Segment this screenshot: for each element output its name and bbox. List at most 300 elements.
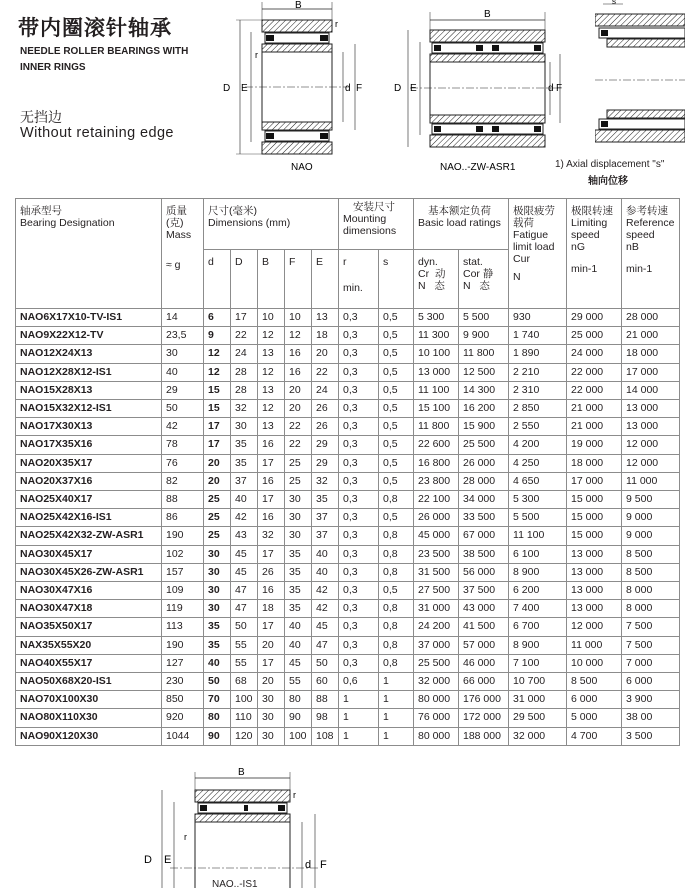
- table-cell: 4 250: [509, 454, 567, 472]
- nao-is1-drawing: [140, 768, 340, 893]
- bearing-designation: NAO35X50X17: [16, 618, 162, 636]
- table-cell: 17: [258, 454, 285, 472]
- table-cell: 23 800: [414, 472, 459, 490]
- table-cell: 22 000: [567, 381, 622, 399]
- table-cell: 10 100: [414, 345, 459, 363]
- table-cell: 1: [379, 727, 414, 745]
- table-row: [16, 400, 680, 418]
- table-cell: 35: [285, 545, 312, 563]
- table-cell: 20: [258, 673, 285, 691]
- table-cell: 30: [204, 563, 231, 581]
- table-cell: 25 000: [567, 327, 622, 345]
- table-cell: 1 890: [509, 345, 567, 363]
- bearing-designation: NAO70X100X30: [16, 691, 162, 709]
- table-row: [16, 654, 680, 672]
- table-cell: 0,3: [339, 400, 379, 418]
- table-cell: 0,8: [379, 563, 414, 581]
- table-cell: 1: [379, 709, 414, 727]
- nao-label-r-right: r: [335, 19, 338, 29]
- title-cn: 带内圈滚针轴承: [18, 17, 172, 40]
- table-row: [16, 691, 680, 709]
- table-cell: 12: [204, 345, 231, 363]
- table-cell: 80: [204, 709, 231, 727]
- table-cell: 90: [285, 709, 312, 727]
- table-cell: 0,8: [379, 545, 414, 563]
- table-cell: 15 000: [567, 491, 622, 509]
- table-cell: 5 300: [414, 309, 459, 327]
- table-cell: 32: [231, 400, 258, 418]
- table-cell: 32 000: [414, 673, 459, 691]
- table-cell: 16: [258, 509, 285, 527]
- table-cell: 119: [162, 600, 204, 618]
- table-cell: 98: [312, 709, 339, 727]
- is1-label-r-right: r: [293, 790, 296, 800]
- table-cell: 13 000: [622, 418, 680, 436]
- table-cell: 24: [231, 345, 258, 363]
- table-cell: 24 200: [414, 618, 459, 636]
- table-cell: 67 000: [459, 527, 509, 545]
- table-cell: 1 740: [509, 327, 567, 345]
- table-cell: 190: [162, 636, 204, 654]
- table-cell: 41 500: [459, 618, 509, 636]
- axial-label-s: s: [612, 0, 616, 6]
- table-cell: 40: [204, 654, 231, 672]
- table-row: [16, 563, 680, 581]
- table-cell: 0,5: [379, 345, 414, 363]
- zw-label-d-inner: d: [548, 83, 554, 94]
- table-cell: 40: [162, 363, 204, 381]
- table-cell: 0,5: [379, 454, 414, 472]
- bearing-designation: NAO25X42X32-ZW-ASR1: [16, 527, 162, 545]
- bearing-designation: NAO40X55X17: [16, 654, 162, 672]
- bearing-designation: NAO17X30X13: [16, 418, 162, 436]
- table-cell: 22 100: [414, 491, 459, 509]
- table-cell: 0,3: [339, 345, 379, 363]
- table-cell: 8 500: [622, 563, 680, 581]
- table-cell: 25: [204, 491, 231, 509]
- sub-d: d: [204, 250, 231, 309]
- table-cell: 21 000: [622, 327, 680, 345]
- table-cell: 0,5: [379, 582, 414, 600]
- bearing-designation: NAO12X28X12-IS1: [16, 363, 162, 381]
- table-cell: 17: [231, 309, 258, 327]
- table-cell: 47: [231, 582, 258, 600]
- table-cell: 32: [312, 472, 339, 490]
- col-load-ratings: 基本额定负荷 Basic load ratings: [414, 199, 509, 250]
- table-cell: 176 000: [459, 691, 509, 709]
- table-cell: 38 500: [459, 545, 509, 563]
- nao-label-b: B: [295, 0, 302, 11]
- table-cell: 7 000: [622, 654, 680, 672]
- table-cell: 24: [312, 381, 339, 399]
- bearing-designation: NAO90X120X30: [16, 727, 162, 745]
- col-reference-speed: 参考转速 Reference speed nB min-1: [622, 199, 680, 309]
- table-cell: 12 000: [567, 618, 622, 636]
- table-cell: 17: [258, 545, 285, 563]
- table-cell: 11 800: [459, 345, 509, 363]
- table-cell: 3 900: [622, 691, 680, 709]
- table-cell: 40: [285, 636, 312, 654]
- table-cell: 28: [231, 363, 258, 381]
- table-cell: 34 000: [459, 491, 509, 509]
- table-cell: 25: [204, 509, 231, 527]
- table-cell: 102: [162, 545, 204, 563]
- table-cell: 32 000: [509, 727, 567, 745]
- table-cell: 0,5: [379, 400, 414, 418]
- table-cell: 19 000: [567, 436, 622, 454]
- table-cell: 26: [312, 400, 339, 418]
- sub-dyn: dyn. Cr 动 N 态: [414, 250, 459, 309]
- table-cell: 0,3: [339, 381, 379, 399]
- table-cell: 0,5: [379, 363, 414, 381]
- table-cell: 127: [162, 654, 204, 672]
- table-cell: 26: [312, 418, 339, 436]
- table-cell: 6: [204, 309, 231, 327]
- table-cell: 45: [312, 618, 339, 636]
- table-cell: 25: [204, 527, 231, 545]
- table-cell: 2 310: [509, 381, 567, 399]
- axial-note-cn: 轴向位移: [588, 176, 628, 187]
- table-cell: 0,3: [339, 654, 379, 672]
- nao-zw-asr1-drawing: [390, 0, 565, 175]
- axial-displacement-drawing: [595, 0, 685, 155]
- table-cell: 31 500: [414, 563, 459, 581]
- table-cell: 30: [285, 527, 312, 545]
- table-cell: 17: [258, 618, 285, 636]
- zw-label-b: B: [484, 9, 491, 20]
- table-row: [16, 363, 680, 381]
- table-cell: 113: [162, 618, 204, 636]
- table-cell: 0,3: [339, 545, 379, 563]
- table-cell: 30: [162, 345, 204, 363]
- table-cell: 1: [339, 691, 379, 709]
- table-cell: 10: [258, 309, 285, 327]
- table-cell: 4 650: [509, 472, 567, 490]
- table-cell: 15 900: [459, 418, 509, 436]
- table-cell: 1: [339, 709, 379, 727]
- table-cell: 29: [162, 381, 204, 399]
- table-cell: 29 000: [567, 309, 622, 327]
- table-cell: 33 500: [459, 509, 509, 527]
- table-cell: 47: [312, 636, 339, 654]
- table-cell: 43: [231, 527, 258, 545]
- table-cell: 920: [162, 709, 204, 727]
- subtitle-cn: 无挡边: [20, 109, 62, 125]
- table-cell: 0,5: [379, 509, 414, 527]
- sub-E: E: [312, 250, 339, 309]
- table-cell: 60: [312, 673, 339, 691]
- table-cell: 28 000: [622, 309, 680, 327]
- table-cell: 27 500: [414, 582, 459, 600]
- table-cell: 13: [258, 345, 285, 363]
- table-cell: 8 900: [509, 563, 567, 581]
- zw-label-f: F: [556, 83, 563, 94]
- table-cell: 11 100: [414, 381, 459, 399]
- table-cell: 5 500: [509, 509, 567, 527]
- table-cell: 15: [204, 381, 231, 399]
- table-cell: 12: [204, 363, 231, 381]
- table-cell: 16: [285, 363, 312, 381]
- table-cell: 9 000: [622, 509, 680, 527]
- table-row: [16, 381, 680, 399]
- table-cell: 30: [285, 491, 312, 509]
- table-cell: 43 000: [459, 600, 509, 618]
- table-cell: 6 100: [509, 545, 567, 563]
- table-cell: 18: [312, 327, 339, 345]
- table-cell: 20: [204, 472, 231, 490]
- table-cell: 38 00: [622, 709, 680, 727]
- table-cell: 0,3: [339, 618, 379, 636]
- table-cell: 40: [285, 618, 312, 636]
- table-cell: 18 000: [622, 345, 680, 363]
- col-designation: 轴承型号 Bearing Designation: [16, 199, 162, 309]
- table-cell: 120: [231, 727, 258, 745]
- table-cell: 16: [258, 436, 285, 454]
- table-cell: 35: [204, 618, 231, 636]
- col-dimensions: 尺寸(毫米) Dimensions (mm): [204, 199, 339, 250]
- table-cell: 15 000: [567, 509, 622, 527]
- bearing-designation: NAO20X35X17: [16, 454, 162, 472]
- table-cell: 190: [162, 527, 204, 545]
- table-cell: 0,3: [339, 436, 379, 454]
- table-cell: 18: [258, 600, 285, 618]
- table-cell: 86: [162, 509, 204, 527]
- spec-table: [15, 198, 680, 746]
- table-row: [16, 509, 680, 527]
- col-fatigue: 极限疲劳 载荷 Fatigue limit load Cur N: [509, 199, 567, 309]
- table-row: [16, 545, 680, 563]
- table-cell: 9 500: [622, 491, 680, 509]
- table-cell: 12: [258, 400, 285, 418]
- table-cell: 30: [258, 691, 285, 709]
- bearing-designation: NAO25X42X16-IS1: [16, 509, 162, 527]
- table-cell: 188 000: [459, 727, 509, 745]
- table-row: [16, 673, 680, 691]
- table-cell: 35: [204, 636, 231, 654]
- table-cell: 20: [204, 454, 231, 472]
- table-cell: 22: [285, 436, 312, 454]
- table-cell: 37: [312, 527, 339, 545]
- table-row: [16, 345, 680, 363]
- col-mass: 质量 (克) Mass ≈ g: [162, 199, 204, 309]
- table-cell: 10 000: [567, 654, 622, 672]
- table-cell: 8 900: [509, 636, 567, 654]
- table-cell: 1: [379, 691, 414, 709]
- table-cell: 100: [231, 691, 258, 709]
- table-cell: 76: [162, 454, 204, 472]
- table-cell: 78: [162, 436, 204, 454]
- table-cell: 0,3: [339, 327, 379, 345]
- is1-label-b: B: [238, 768, 245, 778]
- bearing-designation: NAO12X24X13: [16, 345, 162, 363]
- is1-label-d-outer: D: [144, 854, 152, 866]
- table-cell: 0,5: [379, 436, 414, 454]
- table-cell: 37 500: [459, 582, 509, 600]
- table-cell: 11 800: [414, 418, 459, 436]
- bearing-designation: NAO15X32X12-IS1: [16, 400, 162, 418]
- table-cell: 13 000: [567, 582, 622, 600]
- sub-r: r min.: [339, 250, 379, 309]
- table-row: [16, 418, 680, 436]
- table-cell: 23 500: [414, 545, 459, 563]
- table-cell: 22: [231, 327, 258, 345]
- table-cell: 29 500: [509, 709, 567, 727]
- table-cell: 8 000: [622, 582, 680, 600]
- table-cell: 20: [258, 636, 285, 654]
- table-cell: 30: [258, 709, 285, 727]
- table-row: [16, 454, 680, 472]
- table-cell: 22: [312, 363, 339, 381]
- table-cell: 37: [231, 472, 258, 490]
- table-cell: 0,3: [339, 600, 379, 618]
- table-cell: 0,5: [379, 418, 414, 436]
- table-row: [16, 472, 680, 490]
- sub-F: F: [285, 250, 312, 309]
- bearing-designation: NAO30X47X18: [16, 600, 162, 618]
- nao-label-d-outer: D: [223, 83, 231, 94]
- table-cell: 80 000: [414, 691, 459, 709]
- sub-B: B: [258, 250, 285, 309]
- table-cell: 70: [204, 691, 231, 709]
- table-cell: 0,3: [339, 636, 379, 654]
- table-cell: 50: [312, 654, 339, 672]
- table-row: [16, 727, 680, 745]
- table-cell: 8 500: [622, 545, 680, 563]
- table-cell: 7 500: [622, 636, 680, 654]
- table-cell: 4 200: [509, 436, 567, 454]
- table-cell: 12 500: [459, 363, 509, 381]
- table-cell: 11 000: [567, 636, 622, 654]
- table-cell: 12 000: [622, 454, 680, 472]
- table-cell: 26 000: [414, 509, 459, 527]
- table-row: [16, 491, 680, 509]
- table-cell: 13 000: [567, 545, 622, 563]
- title-en: NEEDLE ROLLER BEARINGS WITH INNER RINGS: [20, 46, 189, 73]
- table-cell: 0,3: [339, 418, 379, 436]
- table-cell: 0,5: [379, 309, 414, 327]
- table-cell: 32: [258, 527, 285, 545]
- nao-label-d-inner: d: [345, 83, 351, 94]
- table-cell: 30: [231, 418, 258, 436]
- table-cell: 6 000: [567, 691, 622, 709]
- table-cell: 157: [162, 563, 204, 581]
- table-row: [16, 436, 680, 454]
- table-row: [16, 618, 680, 636]
- table-cell: 5 500: [459, 309, 509, 327]
- table-cell: 12 000: [622, 436, 680, 454]
- nao-label-e: E: [241, 83, 248, 94]
- table-cell: 0,3: [339, 509, 379, 527]
- table-cell: 0,3: [339, 527, 379, 545]
- table-cell: 0,3: [339, 363, 379, 381]
- bearing-designation: NAO20X37X16: [16, 472, 162, 490]
- table-cell: 88: [162, 491, 204, 509]
- table-cell: 29: [312, 454, 339, 472]
- subtitle-en: Without retaining edge: [20, 125, 174, 141]
- table-cell: 6 000: [622, 673, 680, 691]
- is1-label-e: E: [164, 854, 172, 866]
- table-cell: 9 900: [459, 327, 509, 345]
- sub-s: s: [379, 250, 414, 309]
- table-cell: 20: [285, 400, 312, 418]
- table-cell: 22 600: [414, 436, 459, 454]
- bearing-designation: NAO9X22X12-TV: [16, 327, 162, 345]
- table-cell: 25 500: [414, 654, 459, 672]
- table-cell: 110: [231, 709, 258, 727]
- table-cell: 50: [231, 618, 258, 636]
- table-cell: 66 000: [459, 673, 509, 691]
- table-cell: 0,3: [339, 454, 379, 472]
- table-cell: 28: [231, 381, 258, 399]
- table-cell: 0,3: [339, 472, 379, 490]
- table-cell: 0,3: [339, 491, 379, 509]
- table-cell: 35: [312, 491, 339, 509]
- is1-label-d-inner: d: [305, 859, 312, 871]
- table-cell: 4 700: [567, 727, 622, 745]
- table-cell: 21 000: [567, 418, 622, 436]
- table-cell: 13 000: [414, 363, 459, 381]
- table-cell: 230: [162, 673, 204, 691]
- table-cell: 76 000: [414, 709, 459, 727]
- table-cell: 35: [231, 436, 258, 454]
- table-cell: 37: [312, 509, 339, 527]
- bearing-designation: NAO6X17X10-TV-IS1: [16, 309, 162, 327]
- table-cell: 7 500: [622, 618, 680, 636]
- bearing-designation: NAO15X28X13: [16, 381, 162, 399]
- nao-drawing: [215, 0, 365, 175]
- table-cell: 1044: [162, 727, 204, 745]
- zw-label-e: E: [410, 83, 417, 94]
- table-cell: 31 000: [414, 600, 459, 618]
- axial-note: 1) Axial displacement "s": [555, 159, 665, 170]
- table-cell: 20: [312, 345, 339, 363]
- table-cell: 50: [162, 400, 204, 418]
- table-cell: 24 000: [567, 345, 622, 363]
- bearing-designation: NAO50X68X20-IS1: [16, 673, 162, 691]
- table-cell: 0,8: [379, 491, 414, 509]
- table-cell: 16: [285, 345, 312, 363]
- table-cell: 82: [162, 472, 204, 490]
- nao-label-r-left: r: [255, 50, 258, 60]
- table-cell: 14 300: [459, 381, 509, 399]
- table-cell: 2 850: [509, 400, 567, 418]
- table-cell: 0,8: [379, 618, 414, 636]
- table-cell: 0,3: [339, 582, 379, 600]
- table-cell: 0,6: [339, 673, 379, 691]
- table-cell: 17 000: [622, 363, 680, 381]
- table-cell: 172 000: [459, 709, 509, 727]
- table-cell: 1: [379, 673, 414, 691]
- table-cell: 14: [162, 309, 204, 327]
- table-cell: 0,8: [379, 527, 414, 545]
- table-cell: 17 000: [567, 472, 622, 490]
- table-cell: 17: [204, 436, 231, 454]
- sub-D: D: [231, 250, 258, 309]
- table-cell: 9 000: [622, 527, 680, 545]
- table-row: [16, 309, 680, 327]
- table-cell: 0,5: [379, 327, 414, 345]
- spec-table-body: [16, 309, 680, 746]
- table-cell: 11 000: [622, 472, 680, 490]
- table-cell: 850: [162, 691, 204, 709]
- col-limiting-speed: 极限转速 Limiting speed nG min-1: [567, 199, 622, 309]
- table-cell: 930: [509, 309, 567, 327]
- table-cell: 1: [339, 727, 379, 745]
- table-cell: 16 800: [414, 454, 459, 472]
- table-cell: 22 000: [567, 363, 622, 381]
- table-cell: 56 000: [459, 563, 509, 581]
- table-cell: 29: [312, 436, 339, 454]
